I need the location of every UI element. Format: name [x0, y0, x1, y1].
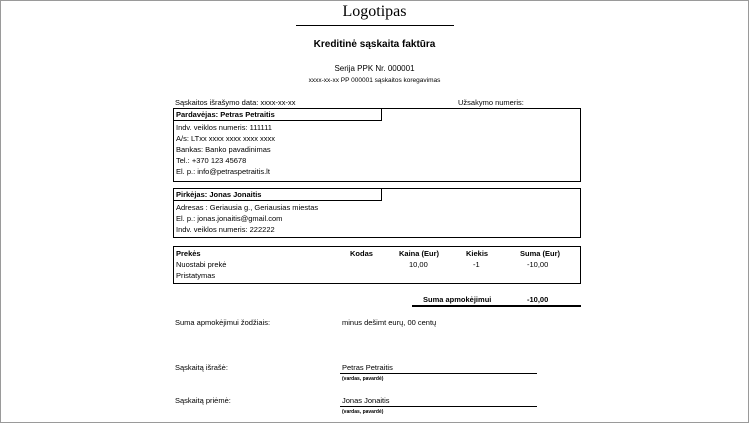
item-price: 10,00 — [409, 260, 428, 269]
issued-by-caption: (vardas, pavardė) — [342, 376, 384, 382]
correction-note: xxxx-xx-xx PP 000001 sąskaitos koregavimas — [308, 77, 441, 84]
buyer-line: El. p.: jonas.jonaitis@gmail.com — [176, 214, 283, 223]
logo-text: Logotipas — [342, 3, 407, 20]
seller-line: A/s: LTxx xxxx xxxx xxxx xxxx — [176, 134, 276, 143]
issued-by-label: Sąskaitą išrašė: — [175, 363, 228, 372]
item-name: Nuostabi prekė — [176, 260, 227, 269]
received-by-caption: (vardas, pavardė) — [342, 409, 384, 415]
invoice-series: Serija PPK Nr. 000001 — [334, 64, 415, 73]
total-value: -10,00 — [527, 295, 549, 304]
col-header-sum: Suma (Eur) — [520, 249, 561, 258]
logo-underline — [296, 25, 454, 26]
seller-line: Tel.: +370 123 45678 — [176, 156, 247, 165]
total-underline — [412, 305, 581, 307]
col-header-qty: Kiekis — [466, 249, 489, 258]
order-number: Užsakymo numeris: — [458, 98, 524, 107]
issue-date: Sąskaitos išrašymo data: xxxx-xx-xx — [175, 98, 296, 107]
item-qty: -1 — [473, 260, 480, 269]
seller-line: Bankas: Banko pavadinimas — [176, 145, 271, 154]
received-by-signature-line — [340, 406, 537, 407]
item-sum: -10,00 — [527, 260, 549, 269]
received-by-label: Sąskaitą priėmė: — [175, 396, 231, 405]
item-name: Pristatymas — [176, 271, 216, 280]
buyer-heading: Pirkėjas: Jonas Jonaitis — [176, 190, 262, 199]
seller-line: El. p.: info@petraspetraitis.lt — [176, 167, 270, 176]
issued-by-signature-line — [340, 373, 537, 374]
col-header-price: Kaina (Eur) — [399, 249, 440, 258]
total-label: Suma apmokėjimui — [423, 295, 492, 304]
buyer-line: Adresas : Geriausia g., Geriausias miestas — [176, 203, 319, 212]
words-label: Suma apmokėjimui žodžiais: — [175, 318, 271, 327]
received-by-name: Jonas Jonaitis — [342, 396, 390, 405]
document-title: Kreditinė sąskaita faktūra — [313, 39, 436, 50]
col-header-items: Prekės — [176, 249, 201, 258]
seller-line: Indv. veiklos numeris: 111111 — [176, 123, 272, 132]
col-header-code: Kodas — [350, 249, 373, 258]
seller-heading: Pardavėjas: Petras Petraitis — [176, 110, 275, 119]
issued-by-name: Petras Petraitis — [342, 363, 393, 372]
words-value: minus dešimt eurų, 00 centų — [342, 318, 437, 327]
buyer-line: Indv. veiklos numeris: 222222 — [176, 225, 275, 234]
